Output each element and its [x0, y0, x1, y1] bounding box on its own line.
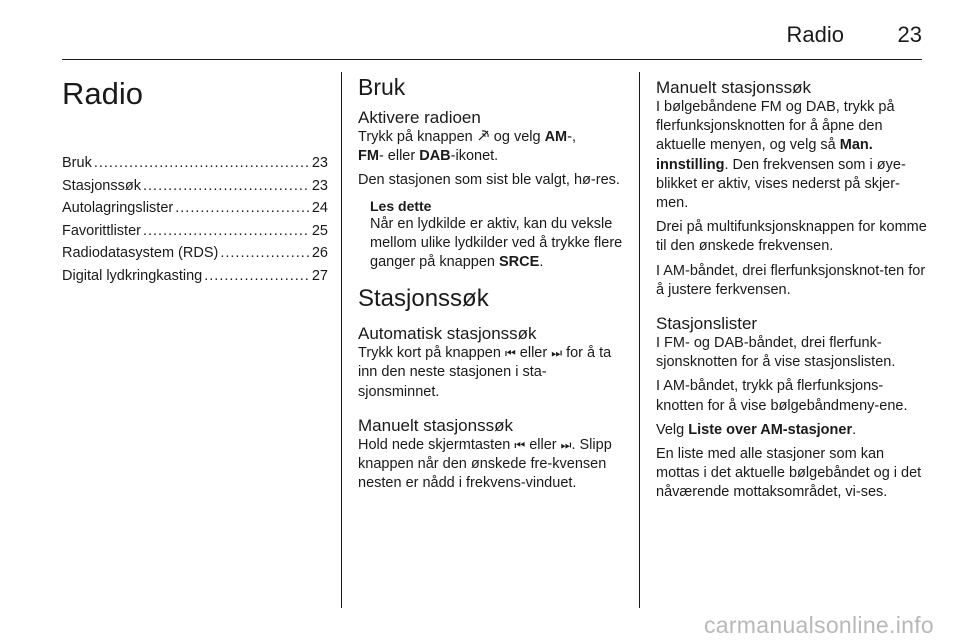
- subsection-heading: Manuelt stasjonssøk: [656, 78, 811, 97]
- skip-back-icon: ⏮: [514, 437, 526, 452]
- watermark: carmanualsonline.info: [703, 612, 934, 638]
- paragraph: Hold nede skjermtasten ⏮ eller ⏭. Slipp knappen når den ønskede fre-kvensen nesten er nådd i frekvens-vinduet.: [358, 436, 612, 492]
- right-column: [656, 72, 928, 508]
- page-number: 23: [897, 22, 922, 47]
- paragraph: Den stasjonen som sist ble valgt, hø-res.: [358, 172, 620, 189]
- paragraph: I FM- og DAB-båndet, drei flerfunk-sjonsknotten for å vise stasjonslisten.: [656, 335, 896, 371]
- toc-label: Favorittlister: [62, 222, 141, 239]
- toc-page: 25: [311, 222, 328, 239]
- toc-entry[interactable]: [62, 152, 328, 175]
- subsection-heading: Aktivere radioen: [358, 108, 481, 127]
- toc-entry[interactable]: [62, 175, 328, 198]
- paragraph: Trykk på knappen og velg AM-, FM- eller DAB-ikonet.: [358, 129, 576, 165]
- toc-page: 24: [311, 200, 328, 217]
- toc-page: 23: [311, 155, 328, 171]
- toc-label: Stasjonssøk: [62, 177, 141, 194]
- skip-forward-icon: ⏭: [560, 437, 572, 452]
- paragraph: I AM-båndet, trykk på flerfunksjons-knotten for å vise bølgebåndmeny-ene.: [656, 378, 908, 414]
- paragraph: I bølgebåndene FM og DAB, trykk på flerfunksjonsknotten for å åpne den aktuelle menyen, og velg så Man. innstilling. Den frekvensen som i øye-blikket er aktiv, vises nederst på skjer-men.: [656, 99, 906, 212]
- table-of-contents: [62, 152, 328, 288]
- toc-entry[interactable]: [62, 265, 328, 288]
- toc-entry[interactable]: [62, 220, 328, 243]
- section-heading: Stasjonssøk: [358, 285, 489, 313]
- toc-page: 27: [311, 267, 328, 284]
- chapter-column: [62, 72, 328, 288]
- skip-forward-icon: ⏭: [551, 346, 563, 361]
- toc-label: Radiodatasystem (RDS): [62, 245, 219, 262]
- toc-label: Digital lydkringkasting: [62, 267, 203, 284]
- toc-page: 23: [311, 177, 328, 194]
- toc-leader: [143, 175, 310, 198]
- toc-leader: [204, 265, 310, 288]
- skip-back-icon: ⏮: [504, 346, 516, 361]
- toc-leader: [175, 197, 310, 220]
- toc-label: Bruk: [62, 155, 92, 171]
- chapter-title: Radio: [62, 76, 143, 111]
- subsection-heading: Stasjonslister: [656, 314, 758, 334]
- toc-leader: [220, 242, 310, 265]
- toc-label: Autolagringslister: [62, 200, 174, 217]
- section-heading: Bruk: [358, 74, 406, 100]
- note-title: Les dette: [370, 197, 432, 214]
- subsection-heading: Automatisk stasjonssøk: [358, 324, 537, 344]
- toc-entry[interactable]: [62, 197, 328, 220]
- header-rule: [62, 59, 922, 60]
- paragraph: Drei på multifunksjonsknappen for komme til den ønskede frekvensen.: [656, 219, 927, 255]
- column-divider: [341, 72, 342, 608]
- paragraph: Velg Liste over AM-stasjoner.: [656, 421, 857, 438]
- toc-entry[interactable]: [62, 242, 328, 265]
- paragraph: Trykk kort på knappen ⏮ eller ⏭ for å ta inn den neste stasjonen i sta-sjonsminnet.: [358, 345, 612, 400]
- subsection-heading: Manuelt stasjonssøk: [358, 415, 513, 435]
- radio-wave-icon: [477, 128, 490, 147]
- note-text: Når en lydkilde er aktiv, kan du veksle mellom ulike lydkilder ved å trykke flere ganger på knappen SRCE.: [370, 215, 623, 271]
- note-box: [358, 197, 626, 273]
- toc-leader: [94, 152, 310, 175]
- middle-column: [358, 72, 626, 498]
- toc-leader: [143, 220, 310, 243]
- toc-page: 26: [311, 245, 328, 262]
- paragraph: En liste med alle stasjoner som kan mottas i det aktuelle bølgebåndet og i det nåværende mottaksområdet, vi-ses.: [656, 446, 922, 501]
- paragraph: I AM-båndet, drei flerfunksjonsknot-ten for å justere ferkvensen.: [656, 262, 926, 298]
- column-divider: [639, 72, 640, 608]
- header-title: Radio: [786, 22, 844, 47]
